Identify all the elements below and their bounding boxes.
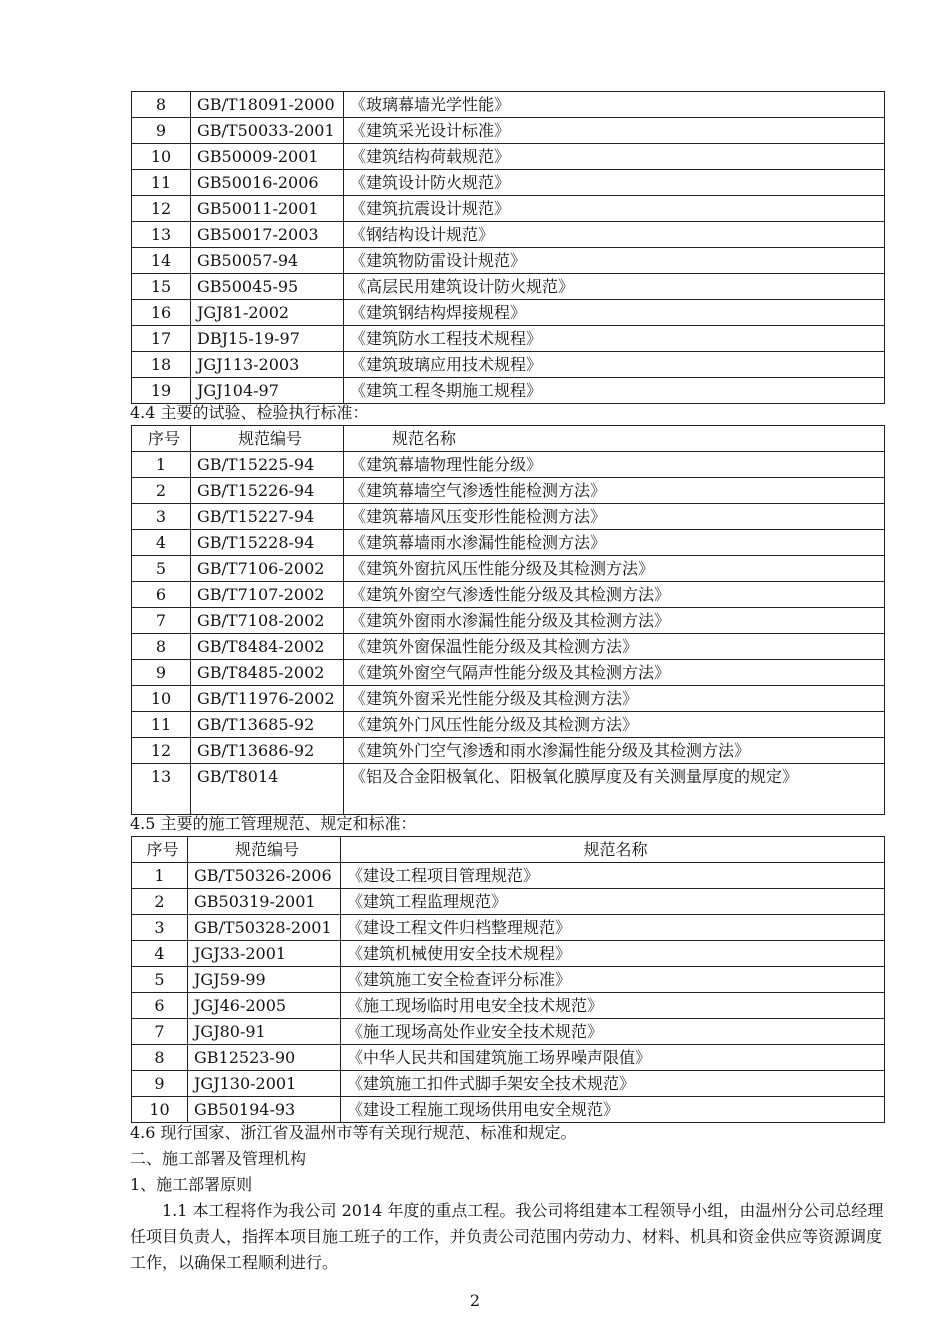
row-seq: 12: [132, 738, 191, 764]
row-seq: 16: [132, 300, 191, 326]
table-row: [132, 863, 885, 889]
row-seq: 11: [132, 712, 191, 738]
table-row: [132, 92, 885, 118]
row-name: 《建筑结构荷载规范》: [344, 144, 885, 170]
table-header-row: [132, 426, 885, 452]
row-seq: 1: [132, 863, 188, 889]
row-code: GB/T15226-94: [191, 478, 344, 504]
row-seq: 9: [132, 1071, 188, 1097]
table-row: [132, 118, 885, 144]
header-code: 规范编号: [188, 837, 341, 863]
row-code: GB/T7107-2002: [191, 582, 344, 608]
row-code: GB/T50033-2001: [191, 118, 344, 144]
table-row: [132, 915, 885, 941]
table-row: [132, 608, 885, 634]
table-row: [132, 326, 885, 352]
row-code: GB50057-94: [191, 248, 344, 274]
row-code: GB/T13686-92: [191, 738, 344, 764]
section-4-4-heading: 4.4 主要的试验、检验执行标准：: [130, 403, 369, 422]
row-seq: 6: [132, 993, 188, 1019]
row-name: 《建筑玻璃应用技术规程》: [344, 352, 885, 378]
row-name: 《建设工程项目管理规范》: [341, 863, 885, 889]
row-name: 《建筑幕墙风压变形性能检测方法》: [344, 504, 885, 530]
table-row: [132, 300, 885, 326]
test-standards-body: [132, 452, 885, 815]
row-code: GB/T18091-2000: [191, 92, 344, 118]
row-seq: 7: [132, 1019, 188, 1045]
table-row: [132, 248, 885, 274]
row-name: 《建筑防水工程技术规程》: [344, 326, 885, 352]
row-code: GB/T8014: [191, 764, 344, 815]
header-code: 规范编号: [191, 426, 344, 452]
table-row: [132, 1045, 885, 1071]
row-name: 《建筑幕墙空气渗透性能检测方法》: [344, 478, 885, 504]
row-seq: 19: [132, 378, 191, 404]
row-code: GB50016-2006: [191, 170, 344, 196]
table-row: [132, 660, 885, 686]
row-seq: 14: [132, 248, 191, 274]
management-standards-body: [132, 863, 885, 1123]
row-name: 《建筑外窗抗风压性能分级及其检测方法》: [344, 556, 885, 582]
table-row: [132, 967, 885, 993]
row-name: 《建设工程施工现场供用电安全规范》: [341, 1097, 885, 1123]
section-2-1-heading: 1、施工部署原则: [130, 1175, 253, 1194]
row-name: 《建筑机械使用安全技术规程》: [341, 941, 885, 967]
row-name: 《建筑钢结构焊接规程》: [344, 300, 885, 326]
row-code: GB50017-2003: [191, 222, 344, 248]
chapter-2-heading: 二、施工部署及管理机构: [130, 1149, 307, 1168]
row-seq: 8: [132, 634, 191, 660]
row-seq: 3: [132, 504, 191, 530]
table-row: [132, 170, 885, 196]
row-name: 《建筑采光设计标准》: [344, 118, 885, 144]
row-seq: 6: [132, 582, 191, 608]
row-seq: 18: [132, 352, 191, 378]
table-row: [132, 530, 885, 556]
table-row: [132, 738, 885, 764]
table-row: [132, 556, 885, 582]
row-seq: 9: [132, 660, 191, 686]
table-row: [132, 352, 885, 378]
row-name: 《建筑抗震设计规范》: [344, 196, 885, 222]
row-name: 《建筑施工扣件式脚手架安全技术规范》: [341, 1071, 885, 1097]
section-4-5-heading: 4.5 主要的施工管理规范、规定和标准：: [130, 814, 417, 833]
test-standards-table: [131, 425, 885, 815]
row-code: JGJ80-91: [188, 1019, 341, 1045]
section-4-6-text: 4.6 现行国家、浙江省及温州市等有关现行规范、标准和规定。: [130, 1123, 577, 1142]
row-seq: 2: [132, 478, 191, 504]
row-code: GB12523-90: [188, 1045, 341, 1071]
page-number: 2: [469, 1291, 481, 1310]
row-seq: 15: [132, 274, 191, 300]
row-code: GB50045-95: [191, 274, 344, 300]
row-name: 《建筑物防雷设计规范》: [344, 248, 885, 274]
table-row: [132, 196, 885, 222]
row-seq: 13: [132, 222, 191, 248]
row-code: JGJ59-99: [188, 967, 341, 993]
row-code: GB/T13685-92: [191, 712, 344, 738]
row-name: 《建筑施工安全检查评分标准》: [341, 967, 885, 993]
row-name: 《建筑幕墙物理性能分级》: [344, 452, 885, 478]
row-name: 《中华人民共和国建筑施工场界噪声限值》: [341, 1045, 885, 1071]
row-name: 《钢结构设计规范》: [344, 222, 885, 248]
row-name: 《建筑设计防火规范》: [344, 170, 885, 196]
table-row: [132, 452, 885, 478]
row-seq: 5: [132, 967, 188, 993]
row-name: 《建筑外门风压性能分级及其检测方法》: [344, 712, 885, 738]
table-row: [132, 993, 885, 1019]
header-seq: 序号: [132, 426, 191, 452]
table-row: [132, 712, 885, 738]
row-code: JGJ113-2003: [191, 352, 344, 378]
table-row: [132, 889, 885, 915]
row-seq: 11: [132, 170, 191, 196]
table-row: [132, 222, 885, 248]
row-seq: 17: [132, 326, 191, 352]
row-seq: 10: [132, 686, 191, 712]
row-name: 《建筑外窗空气隔声性能分级及其检测方法》: [344, 660, 885, 686]
row-code: GB50009-2001: [191, 144, 344, 170]
row-seq: 2: [132, 889, 188, 915]
row-code: DBJ15-19-97: [191, 326, 344, 352]
row-code: GB/T15225-94: [191, 452, 344, 478]
row-code: GB50319-2001: [188, 889, 341, 915]
table-row: [132, 686, 885, 712]
header-name: 规范名称: [341, 837, 885, 863]
row-code: GB/T50328-2001: [188, 915, 341, 941]
row-seq: 7: [132, 608, 191, 634]
row-seq: 5: [132, 556, 191, 582]
row-code: GB/T8484-2002: [191, 634, 344, 660]
row-seq: 10: [132, 1097, 188, 1123]
management-standards-table: [131, 836, 885, 1123]
row-code: JGJ33-2001: [188, 941, 341, 967]
table-row: [132, 1019, 885, 1045]
row-name: 《建筑外窗采光性能分级及其检测方法》: [344, 686, 885, 712]
table-row: [132, 144, 885, 170]
row-code: GB/T15228-94: [191, 530, 344, 556]
row-name: 《施工现场临时用电安全技术规范》: [341, 993, 885, 1019]
table-row: [132, 634, 885, 660]
table-row: [132, 1097, 885, 1123]
row-name: 《施工现场高处作业安全技术规范》: [341, 1019, 885, 1045]
row-code: GB/T7106-2002: [191, 556, 344, 582]
row-seq: 8: [132, 1045, 188, 1071]
row-code: JGJ46-2005: [188, 993, 341, 1019]
row-code: GB/T15227-94: [191, 504, 344, 530]
row-name: 《建筑外窗空气渗透性能分级及其检测方法》: [344, 582, 885, 608]
row-name: 《建筑幕墙雨水渗漏性能检测方法》: [344, 530, 885, 556]
row-seq: 4: [132, 941, 188, 967]
row-name: 《玻璃幕墙光学性能》: [344, 92, 885, 118]
row-code: GB/T7108-2002: [191, 608, 344, 634]
row-seq: 8: [132, 92, 191, 118]
row-code: GB/T8485-2002: [191, 660, 344, 686]
row-seq: 13: [132, 764, 191, 815]
table-header-row: [132, 837, 885, 863]
row-seq: 9: [132, 118, 191, 144]
row-name: 《建设工程文件归档整理规范》: [341, 915, 885, 941]
row-name: 《建筑外窗保温性能分级及其检测方法》: [344, 634, 885, 660]
row-name: 《建筑工程监理规范》: [341, 889, 885, 915]
table-row: [132, 478, 885, 504]
table-row: [132, 941, 885, 967]
row-code: GB/T11976-2002: [191, 686, 344, 712]
header-seq: 序号: [132, 837, 188, 863]
row-seq: 10: [132, 144, 191, 170]
header-name: 规范名称: [344, 426, 885, 452]
paragraph-1-1: 1.1 本工程将作为我公司 2014 年度的重点工程。我公司将组建本工程领导小组，由温州分公司总经理任项目负责人，指挥本项目施工班子的工作，并负责公司范围内劳动力、材料、机具和资金供应等资源调度工作，以确保工程顺利进行。: [130, 1201, 884, 1272]
row-code: GB50011-2001: [191, 196, 344, 222]
row-name: 《建筑工程冬期施工规程》: [344, 378, 885, 404]
table-row: [132, 274, 885, 300]
row-seq: 4: [132, 530, 191, 556]
table-row: [132, 764, 885, 815]
row-name: 《铝及合金阳极氧化、阳极氧化膜厚度及有关测量厚度的规定》: [344, 764, 885, 815]
standards-table-body: [132, 92, 885, 404]
row-seq: 1: [132, 452, 191, 478]
row-name: 《建筑外窗雨水渗漏性能分级及其检测方法》: [344, 608, 885, 634]
table-row: [132, 582, 885, 608]
row-code: GB50194-93: [188, 1097, 341, 1123]
standards-table-continued: [131, 91, 885, 404]
table-row: [132, 504, 885, 530]
row-code: JGJ81-2002: [191, 300, 344, 326]
row-name: 《建筑外门空气渗透和雨水渗漏性能分级及其检测方法》: [344, 738, 885, 764]
row-seq: 3: [132, 915, 188, 941]
row-code: JGJ130-2001: [188, 1071, 341, 1097]
row-code: JGJ104-97: [191, 378, 344, 404]
table-row: [132, 1071, 885, 1097]
row-seq: 12: [132, 196, 191, 222]
row-code: GB/T50326-2006: [188, 863, 341, 889]
row-name: 《高层民用建筑设计防火规范》: [344, 274, 885, 300]
